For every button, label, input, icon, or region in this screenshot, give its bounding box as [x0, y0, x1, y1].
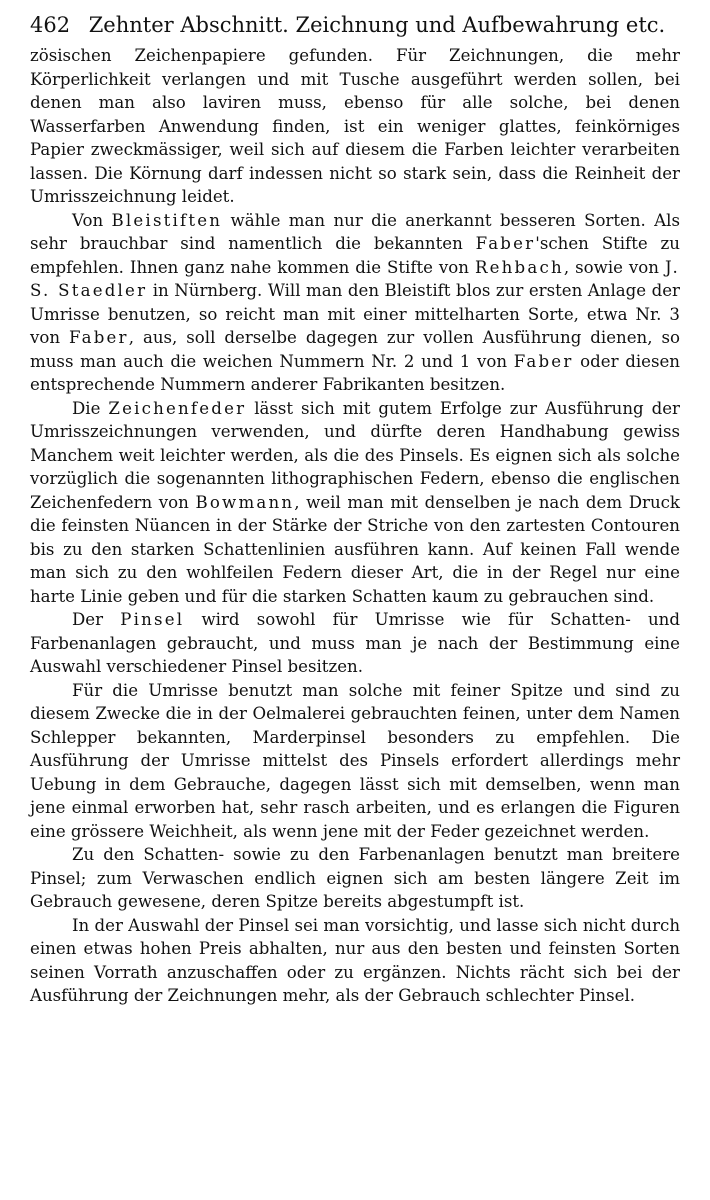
spaced-term: Rehbach — [474, 257, 564, 277]
spaced-term: Bleistiften — [111, 210, 223, 230]
paragraph — [30, 843, 680, 914]
text-run: zösischen Zeichenpapiere gefunden. Für Zeichnungen, die mehr Körperlichkeit verlangen und mit Tusche ausgeführt werden sollen, bei denen man also laviren muss, ebenso für alle solche, bei denen Wasserfarben Anwendung finden, ist ein weniger glattes, feinkörniges Papier zweckmässiger, weil sich auf diesem die Farben leichter verarbeiten lassen. Die Körnung darf indessen nicht so stark sein, dass die Reinheit der Umrisszeichnung leidet. — [30, 46, 680, 206]
text-run: , sowie von — [563, 257, 665, 277]
spaced-term: Faber — [513, 351, 574, 371]
spaced-term: J. S. Staedler — [30, 257, 680, 300]
text-run: wähle man nur die anerkannt besseren Sorten. Als sehr brauchbar sind namentlich die bekannten — [30, 210, 680, 253]
text-run: In der Auswahl der Pinsel sei man vorsichtig, und lasse sich nicht durch einen etwas hohen Preis abhalten, nur aus den besten und feinsten Sorten seinen Vorrath anzuschaffen oder zu ergänzen. Nichts rächt sich bei der Ausführung der Zeichnungen mehr, als der Gebrauch schlechter Pinsel. — [30, 915, 681, 1005]
spaced-term: Faber — [475, 234, 536, 253]
spaced-term: Bowmann — [195, 492, 295, 512]
paragraph — [30, 209, 680, 397]
running-header — [30, 8, 680, 42]
paragraph — [30, 397, 680, 609]
paragraph — [30, 679, 680, 844]
page-number: 462 — [30, 13, 71, 37]
spaced-term: Pinsel — [120, 610, 185, 629]
text-run: in Nürnberg. Will man den Bleistift blos zur ersten Anlage der Umrisse benutzen, so reicht man mit einer mittelharten Sorte, etwa Nr. 3 von — [30, 281, 680, 347]
spaced-term: Zeichenfeder — [108, 398, 247, 418]
text-run: , aus, soll derselbe dagegen zur vollen Ausführung dienen, so muss man auch die weichen Nummern Nr. 2 und 1 von — [30, 328, 680, 371]
paragraph — [30, 44, 680, 209]
paragraph — [30, 914, 680, 1008]
text-run: wird sowohl für Umrisse wie für Schatten- und Farbenanlagen gebraucht, und muss man je nach der Bestimmung eine Auswahl verschiedener Pinsel besitzen. — [30, 610, 680, 676]
text-run: Die — [72, 398, 109, 418]
spaced-term: Faber — [69, 328, 129, 347]
text-run: , weil man mit denselben je nach dem Druck die feinsten Nüancen in der Stärke der Striche von den zartesten Contouren bis zu den starken Schattenlinien ausführen kann. Auf keinen Fall wende man sich zu den wohlfeilen Federn dieser Art, die in der Regel nur eine harte Linie geben und für die starken Schatten kaum zu gebrauchen sind. — [30, 492, 680, 606]
text-run: lässt sich mit gutem Erfolge zur Ausführung der Umrisszeichnungen verwenden, und dürfte deren Handhabung gewiss Manchem weit leichter werden, als die des Pinsels. Es eignen sich als solche vorzüglich die sogenannten lithographischen Federn, ebenso die englischen Zeichenfedern von — [30, 398, 680, 512]
text-run: Für die Umrisse benutzt man solche mit feiner Spitze und sind zu diesem Zwecke die in der Oelmalerei gebrauchten feinen, unter dem Namen Schlepper bekannten, Marderpinsel besonders zu empfehlen. Die Ausführung der Umrisse mittelst des Pinsels erfordert allerdings mehr Uebung in dem Gebrauche, dagegen lässt sich mit demselben, wenn man jene einmal erworben hat, sehr rasch arbeiten, und es erlangen die Figuren eine grössere Weichheit, als wenn jene mit der Feder gezeichnet werden. — [30, 680, 680, 841]
text-run: Von — [72, 210, 112, 230]
body-text — [30, 44, 680, 1008]
running-title: Zehnter Abschnitt. Zeichnung und Aufbewahrung etc. — [88, 13, 666, 37]
text-run: Zu den Schatten- sowie zu den Farbenanlagen benutzt man breitere Pinsel; zum Verwaschen endlich eignen sich am besten längere Zeit im Gebrauch gewesene, deren Spitze bereits abgestumpft ist. — [30, 845, 680, 911]
text-run: 'schen Stifte zu empfehlen. Ihnen ganz nahe kommen die Stifte von — [30, 234, 680, 277]
paragraph — [30, 608, 680, 679]
text-run: oder diesen entsprechende Nummern anderer Fabrikanten besitzen. — [30, 351, 680, 394]
text-run: Der — [72, 610, 121, 629]
